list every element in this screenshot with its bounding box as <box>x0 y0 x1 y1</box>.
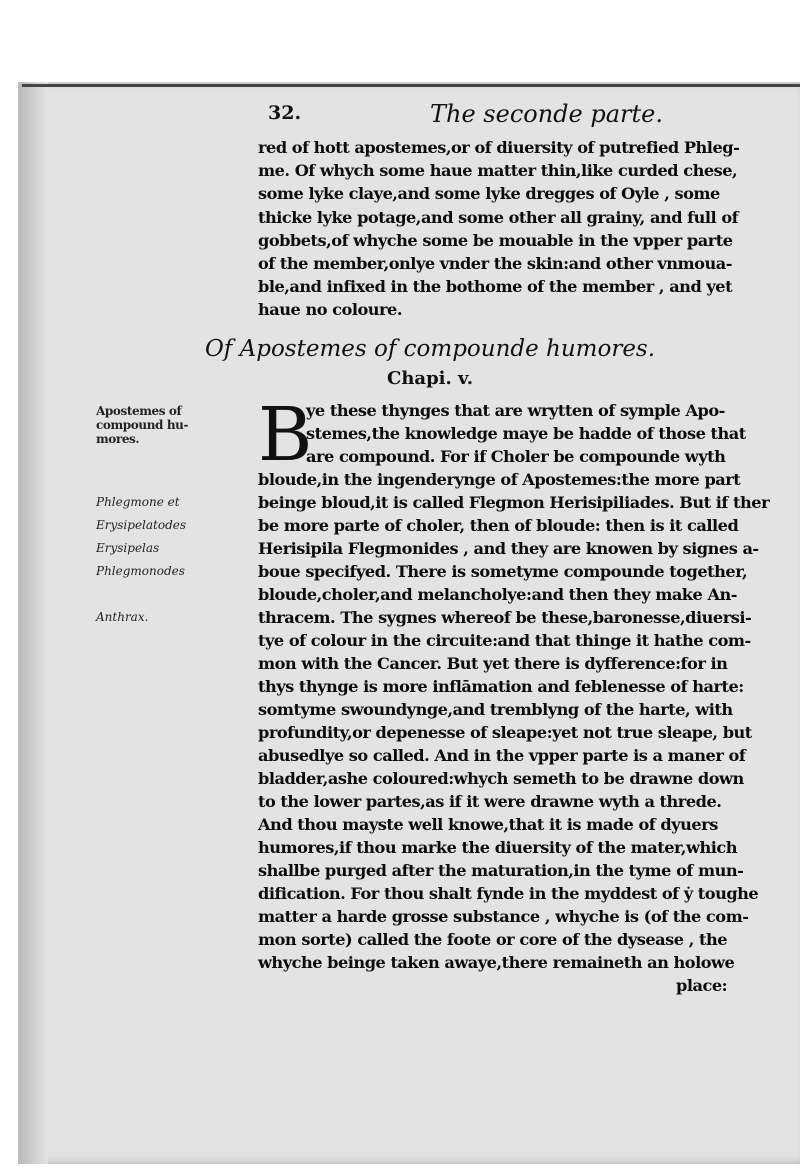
page-header <box>0 102 800 136</box>
text-line: bladder,ashe coloured:whych semeth to be drawne down <box>258 769 744 788</box>
text-line: haue no coloure. <box>258 300 402 320</box>
text-line: ble,and infixed in the bothome of the member , and yet <box>258 277 733 297</box>
text-line: profundity,or depenesse of sleape:yet not true sleape, but <box>258 723 752 742</box>
text-line: thys thynge is more inflāmation and feblenesse of harte: <box>258 677 744 696</box>
text-line: me. Of whych some haue matter thin,like curded chese, <box>258 161 738 181</box>
text-line: ye these thynges that are wrytten of symple Apo- <box>306 401 725 420</box>
margin-note: Phlegmonodes <box>96 564 185 578</box>
text-line: And thou mayste well knowe,that it is made of dyuers <box>258 815 718 834</box>
margin-note: mores. <box>96 432 140 446</box>
text-line: boue specifyed. There is sometyme compounde together, <box>258 562 748 581</box>
text-line: Herisipila Flegmonides , and they are knowen by signes a- <box>258 539 759 558</box>
page-number: 32. <box>268 102 302 124</box>
text-line: humores,if thou marke the diuersity of the mater,which <box>258 838 737 857</box>
text-line: be more parte of choler, then of bloude: then is it called <box>258 516 739 535</box>
text-line: whyche beinge taken awaye,there remaineth an holowe <box>258 953 735 972</box>
catchword: place: <box>676 976 728 995</box>
text-line: some lyke claye,and some lyke dregges of Oyle , some <box>258 184 720 204</box>
text-line: somtyme swoundynge,and tremblyng of the harte, with <box>258 700 733 719</box>
text-line: abusedlye so called. And in the vpper parte is a maner of <box>258 746 746 765</box>
margin-note: compound hu- <box>96 418 189 432</box>
text-line: shallbe purged after the maturation,in the tyme of mun- <box>258 861 744 880</box>
running-head: The seconde parte. <box>430 100 663 128</box>
margin-note: Phlegmone et <box>96 495 180 509</box>
text-line: dification. For thou shalt fynde in the myddest of ẏ toughe <box>258 884 759 903</box>
text-line: thracem. The sygnes whereof be these,baronesse,diuersi- <box>258 608 752 627</box>
text-line: red of hott apostemes,or of diuersity of putrefied Phleg- <box>258 138 740 157</box>
text-line: tye of colour in the circuite:and that thinge it hathe com- <box>258 631 751 650</box>
margin-note: Erysipelas <box>96 541 160 555</box>
margin-note: Anthrax. <box>96 610 149 624</box>
text-line: beinge bloud,it is called Flegmon Herisipiliades. But if ther <box>258 493 770 512</box>
margin-note: Apostemes of <box>96 404 182 418</box>
text-line: mon with the Cancer. But yet there is dyfference:for in <box>258 654 728 673</box>
text-line: bloude,in the ingenderynge of Apostemes:the more part <box>258 470 741 489</box>
text-line: are compound. For if Choler be compounde wyth <box>306 447 726 466</box>
section-title: Of Apostemes of compounde humores. <box>204 336 656 362</box>
text-line: thicke lyke potage,and some other all grainy, and full of <box>258 207 739 227</box>
text-line: gobbets,of whyche some be mouable in the vpper parte <box>258 230 733 250</box>
text-line: matter a harde grosse substance , whyche is (of the com- <box>258 907 749 926</box>
chapter-heading: Chapi. v. <box>387 368 473 389</box>
text-line: of the member,onlye vnder the skin:and other vnmoua- <box>258 254 732 274</box>
text-line: mon sorte) called the foote or core of the dysease , the <box>258 930 728 949</box>
page-top-edge <box>22 84 800 87</box>
opening-paragraph <box>258 136 739 322</box>
text-line: stemes,the knowledge maye be hadde of those that <box>306 424 746 443</box>
drop-cap-initial: B <box>258 392 313 478</box>
page-gutter-shadow <box>18 82 48 1164</box>
text-line: bloude,choler,and melancholye:and then they make An- <box>258 585 738 604</box>
margin-note: Erysipelatodes <box>96 518 187 532</box>
text-line: to the lower partes,as if it were drawne wyth a threde. <box>258 792 722 811</box>
